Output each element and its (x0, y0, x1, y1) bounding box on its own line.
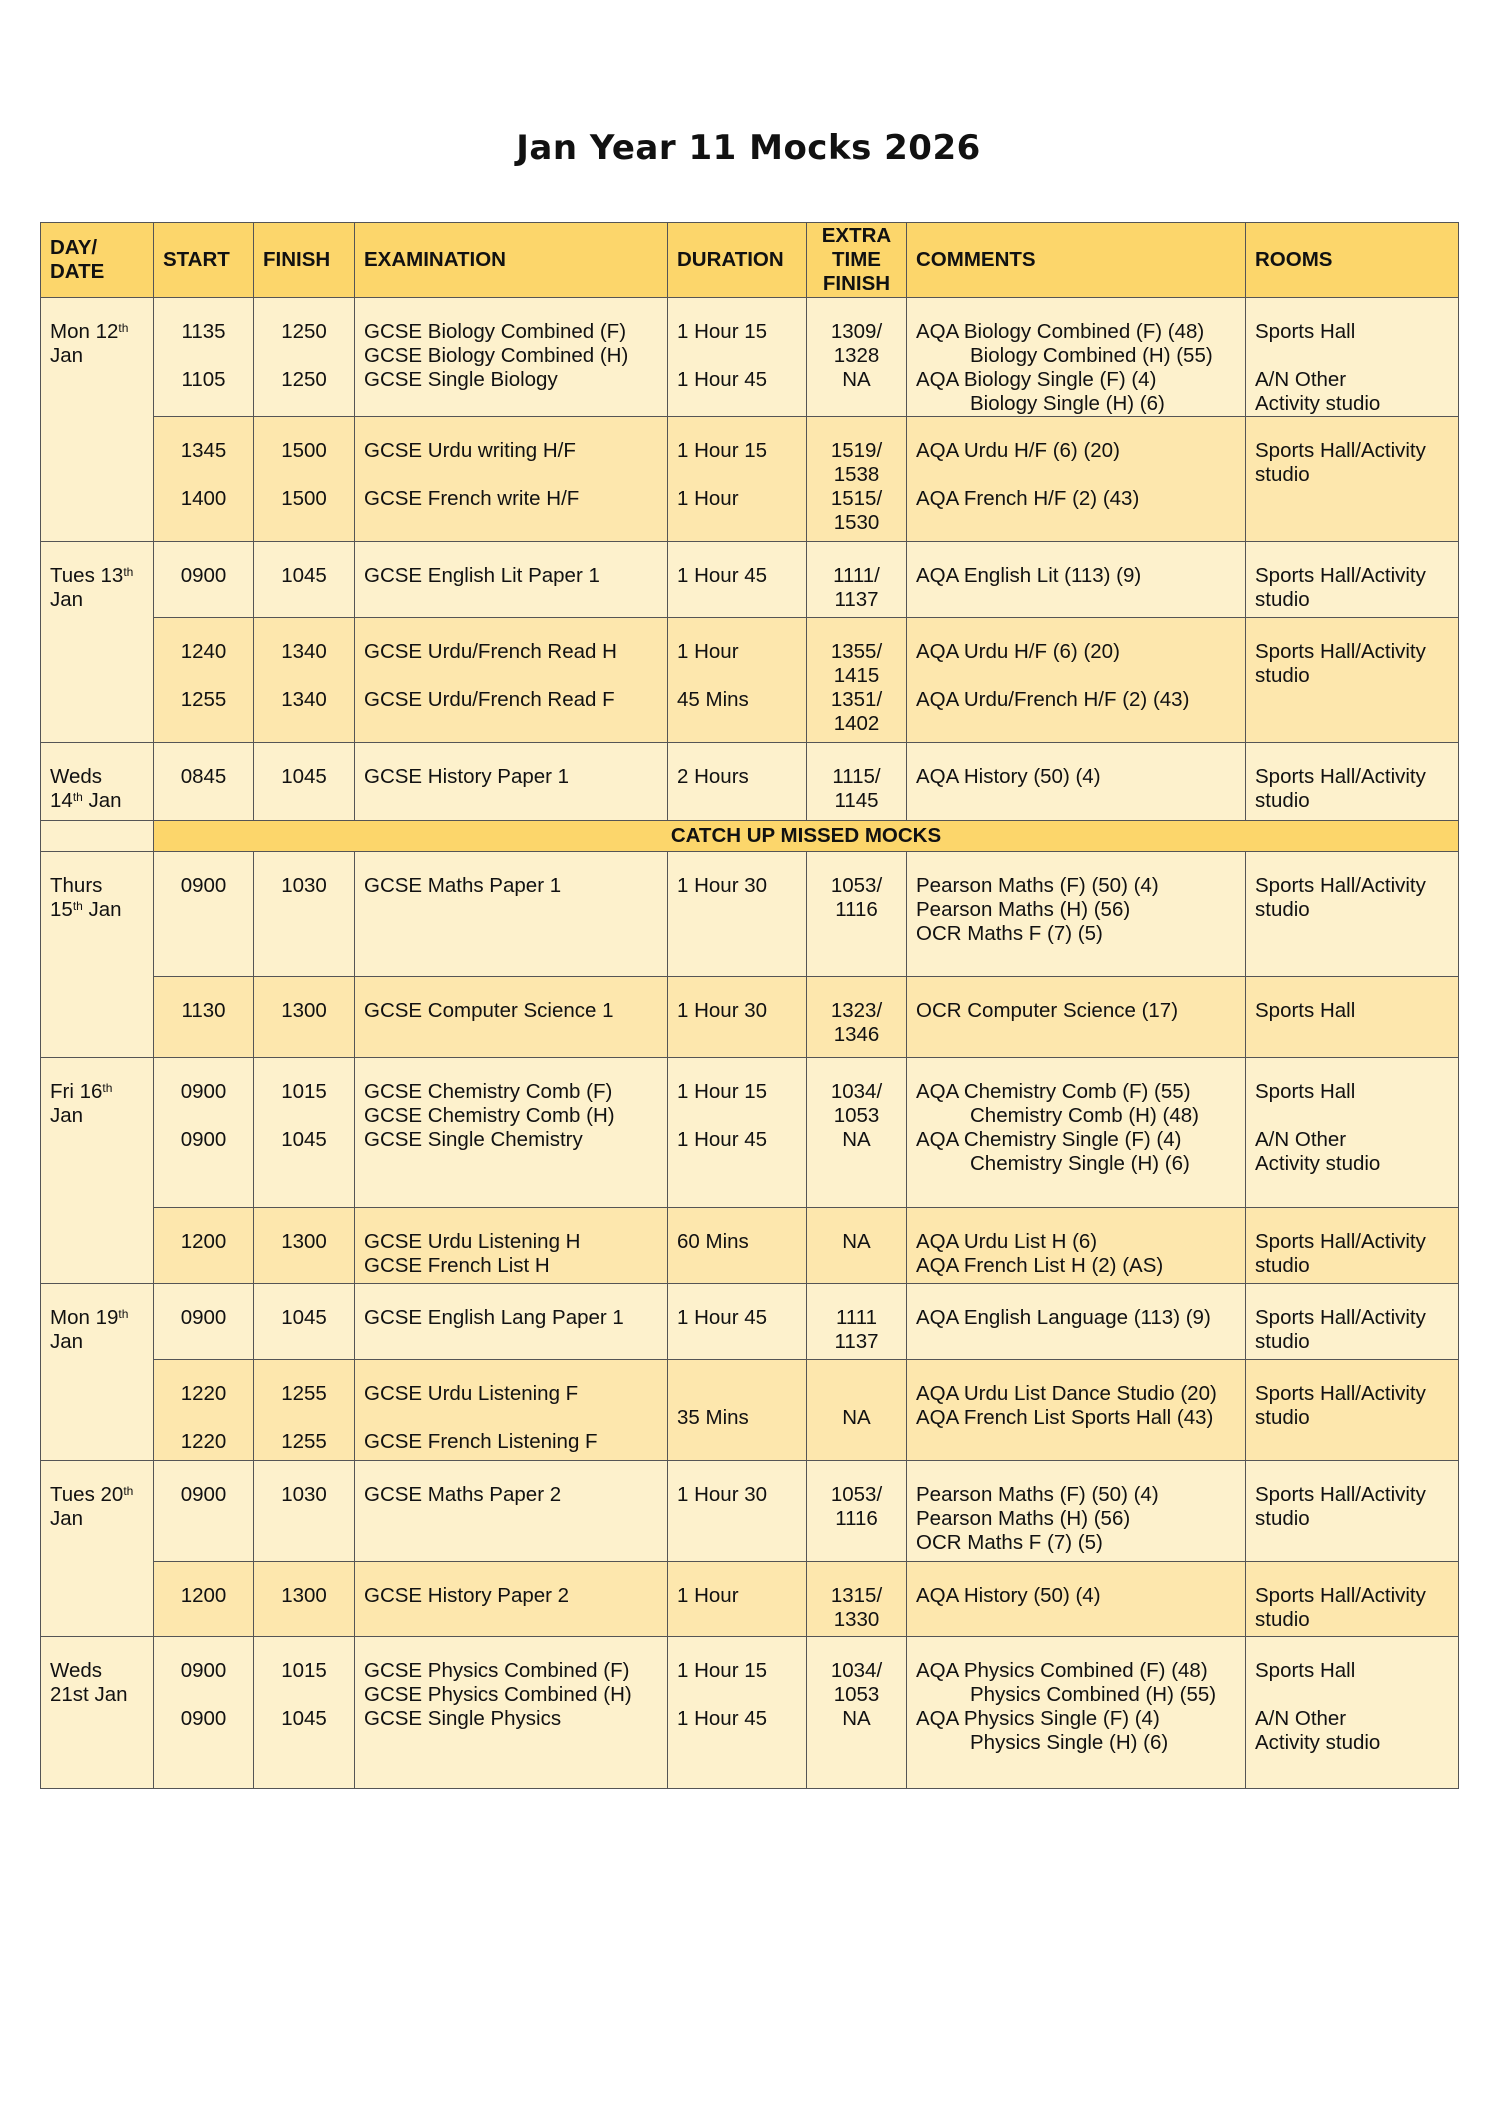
duration-cell: 1 Hour 15 1 Hour 45 (668, 298, 807, 417)
exam-row (41, 1058, 1459, 1208)
duration-cell: 1 Hour 30 (668, 1461, 807, 1562)
duration-cell: 1 Hour 45 (668, 1284, 807, 1360)
rooms-cell: Sports Hall/Activity studio (1246, 1360, 1459, 1461)
finish-cell: 1030 (254, 852, 355, 977)
start-cell: 1135 1105 (154, 298, 254, 417)
start-cell: 1200 (154, 1562, 254, 1637)
header-start: START (154, 223, 254, 298)
exam-row (41, 618, 1459, 743)
rooms-cell: Sports Hall/Activity studio (1246, 542, 1459, 618)
examination-cell: GCSE History Paper 2 (355, 1562, 668, 1637)
comments-cell: AQA Urdu List Dance Studio (20) AQA French List Sports Hall (43) (907, 1360, 1246, 1461)
examination-cell: GCSE Physics Combined (F) GCSE Physics Combined (H) GCSE Single Physics (355, 1637, 668, 1789)
extra-time-cell: 1115/ 1145 (807, 743, 907, 821)
extra-time-cell: 1519/ 1538 1515/ 1530 (807, 417, 907, 542)
comments-cell: AQA English Language (113) (9) (907, 1284, 1246, 1360)
duration-cell: 1 Hour 30 (668, 852, 807, 977)
day-cell: Thurs 15th Jan (41, 852, 154, 1058)
header-duration: DURATION (668, 223, 807, 298)
comments-cell: AQA Urdu H/F (6) (20) AQA French H/F (2) (43) (907, 417, 1246, 542)
exam-row (41, 1284, 1459, 1360)
finish-cell: 1045 (254, 1284, 355, 1360)
start-cell: 0900 0900 (154, 1637, 254, 1789)
duration-cell: 1 Hour 15 1 Hour 45 (668, 1058, 807, 1208)
day-cell: Mon 12th Jan (41, 298, 154, 542)
header-rooms: ROOMS (1246, 223, 1459, 298)
day-cell: Mon 19th Jan (41, 1284, 154, 1461)
comments-cell: AQA Chemistry Comb (F) (55) Chemistry Comb (H) (48) AQA Chemistry Single (F) (4) Chemistry Single (H) (6) (907, 1058, 1246, 1208)
header-examination: EXAMINATION (355, 223, 668, 298)
exam-row (41, 417, 1459, 542)
start-cell: 1220 1220 (154, 1360, 254, 1461)
finish-cell: 1015 1045 (254, 1637, 355, 1789)
duration-cell: 1 Hour 30 (668, 977, 807, 1058)
exam-row (41, 1562, 1459, 1637)
duration-cell: 1 Hour 45 Mins (668, 618, 807, 743)
start-cell: 1130 (154, 977, 254, 1058)
duration-cell: 2 Hours (668, 743, 807, 821)
examination-cell: GCSE Urdu writing H/F GCSE French write H/F (355, 417, 668, 542)
duration-cell: 1 Hour 15 1 Hour (668, 417, 807, 542)
extra-time-cell: 1053/ 1116 (807, 1461, 907, 1562)
exam-row (41, 542, 1459, 618)
header-finish: FINISH (254, 223, 355, 298)
extra-time-cell: 1111/ 1137 (807, 542, 907, 618)
finish-cell: 1015 1045 (254, 1058, 355, 1208)
examination-cell: GCSE English Lang Paper 1 (355, 1284, 668, 1360)
extra-time-cell: 1034/ 1053 NA (807, 1058, 907, 1208)
finish-cell: 1045 (254, 743, 355, 821)
start-cell: 0900 (154, 852, 254, 977)
extra-time-cell: NA (807, 1360, 907, 1461)
exam-row (41, 1461, 1459, 1562)
finish-cell: 1030 (254, 1461, 355, 1562)
extra-time-cell: 1034/ 1053 NA (807, 1637, 907, 1789)
day-cell: Weds 21st Jan (41, 1637, 154, 1789)
day-cell: Fri 16th Jan (41, 1058, 154, 1284)
duration-cell: 60 Mins (668, 1208, 807, 1284)
exam-row (41, 977, 1459, 1058)
rooms-cell: Sports Hall/Activity studio (1246, 1562, 1459, 1637)
header-extra-time: EXTRA TIME FINISH (807, 223, 907, 298)
rooms-cell: Sports Hall/Activity studio (1246, 417, 1459, 542)
finish-cell: 1250 1250 (254, 298, 355, 417)
catch-up-row (41, 821, 1459, 852)
rooms-cell: Sports Hall (1246, 977, 1459, 1058)
day-cell: Weds 14th Jan (41, 743, 154, 821)
examination-cell: GCSE Maths Paper 2 (355, 1461, 668, 1562)
timetable-body (41, 298, 1459, 1789)
finish-cell: 1045 (254, 542, 355, 618)
comments-cell: AQA Urdu H/F (6) (20) AQA Urdu/French H/F (2) (43) (907, 618, 1246, 743)
finish-cell: 1500 1500 (254, 417, 355, 542)
comments-cell: AQA Biology Combined (F) (48) Biology Combined (H) (55) AQA Biology Single (F) (4) Biology Single (H) (6) (907, 298, 1246, 417)
extra-time-cell: 1111 1137 (807, 1284, 907, 1360)
extra-time-cell: 1323/ 1346 (807, 977, 907, 1058)
rooms-cell: Sports Hall/Activity studio (1246, 618, 1459, 743)
comments-cell: AQA Physics Combined (F) (48) Physics Combined (H) (55) AQA Physics Single (F) (4) Physics Single (H) (6) (907, 1637, 1246, 1789)
start-cell: 0900 (154, 1284, 254, 1360)
exam-row (41, 1637, 1459, 1789)
start-cell: 0900 (154, 542, 254, 618)
examination-cell: GCSE English Lit Paper 1 (355, 542, 668, 618)
exam-timetable (40, 222, 1459, 1789)
extra-time-cell: NA (807, 1208, 907, 1284)
comments-cell: AQA Urdu List H (6) AQA French List H (2) (AS) (907, 1208, 1246, 1284)
finish-cell: 1300 (254, 977, 355, 1058)
comments-cell: Pearson Maths (F) (50) (4) Pearson Maths (H) (56) OCR Maths F (7) (5) (907, 852, 1246, 977)
comments-cell: Pearson Maths (F) (50) (4) Pearson Maths (H) (56) OCR Maths F (7) (5) (907, 1461, 1246, 1562)
extra-time-cell: 1315/ 1330 (807, 1562, 907, 1637)
extra-time-cell: 1309/ 1328 NA (807, 298, 907, 417)
start-cell: 0845 (154, 743, 254, 821)
examination-cell: GCSE Biology Combined (F) GCSE Biology Combined (H) GCSE Single Biology (355, 298, 668, 417)
examination-cell: GCSE Maths Paper 1 (355, 852, 668, 977)
exam-row (41, 743, 1459, 821)
rooms-cell: Sports Hall/Activity studio (1246, 1284, 1459, 1360)
header-comments: COMMENTS (907, 223, 1246, 298)
exam-row (41, 1360, 1459, 1461)
comments-cell: AQA History (50) (4) (907, 743, 1246, 821)
header-row (41, 223, 1459, 298)
examination-cell: GCSE History Paper 1 (355, 743, 668, 821)
exam-row (41, 298, 1459, 417)
catch-up-label: CATCH UP MISSED MOCKS (154, 821, 1459, 852)
rooms-cell: Sports Hall/Activity studio (1246, 1208, 1459, 1284)
examination-cell: GCSE Urdu Listening H GCSE French List H (355, 1208, 668, 1284)
examination-cell: GCSE Urdu Listening F GCSE French Listening F (355, 1360, 668, 1461)
extra-time-cell: 1053/ 1116 (807, 852, 907, 977)
duration-cell: 1 Hour 45 (668, 542, 807, 618)
comments-cell: AQA History (50) (4) (907, 1562, 1246, 1637)
rooms-cell: Sports Hall A/N Other Activity studio (1246, 1637, 1459, 1789)
page-title: Jan Year 11 Mocks 2026 (516, 128, 981, 168)
day-cell: Tues 20th Jan (41, 1461, 154, 1637)
finish-cell: 1255 1255 (254, 1360, 355, 1461)
finish-cell: 1340 1340 (254, 618, 355, 743)
extra-time-cell: 1355/ 1415 1351/ 1402 (807, 618, 907, 743)
examination-cell: GCSE Computer Science 1 (355, 977, 668, 1058)
start-cell: 0900 0900 (154, 1058, 254, 1208)
start-cell: 1200 (154, 1208, 254, 1284)
day-cell: Tues 13th Jan (41, 542, 154, 743)
rooms-cell: Sports Hall/Activity studio (1246, 1461, 1459, 1562)
header-day: DAY/ DATE (41, 223, 154, 298)
start-cell: 0900 (154, 1461, 254, 1562)
duration-cell: 35 Mins (668, 1360, 807, 1461)
comments-cell: OCR Computer Science (17) (907, 977, 1246, 1058)
duration-cell: 1 Hour (668, 1562, 807, 1637)
finish-cell: 1300 (254, 1208, 355, 1284)
finish-cell: 1300 (254, 1562, 355, 1637)
rooms-cell: Sports Hall A/N Other Activity studio (1246, 298, 1459, 417)
rooms-cell: Sports Hall A/N Other Activity studio (1246, 1058, 1459, 1208)
start-cell: 1240 1255 (154, 618, 254, 743)
duration-cell: 1 Hour 15 1 Hour 45 (668, 1637, 807, 1789)
comments-cell: AQA English Lit (113) (9) (907, 542, 1246, 618)
examination-cell: GCSE Urdu/French Read H GCSE Urdu/French Read F (355, 618, 668, 743)
rooms-cell: Sports Hall/Activity studio (1246, 743, 1459, 821)
exam-row (41, 852, 1459, 977)
rooms-cell: Sports Hall/Activity studio (1246, 852, 1459, 977)
start-cell: 1345 1400 (154, 417, 254, 542)
exam-row (41, 1208, 1459, 1284)
examination-cell: GCSE Chemistry Comb (F) GCSE Chemistry Comb (H) GCSE Single Chemistry (355, 1058, 668, 1208)
